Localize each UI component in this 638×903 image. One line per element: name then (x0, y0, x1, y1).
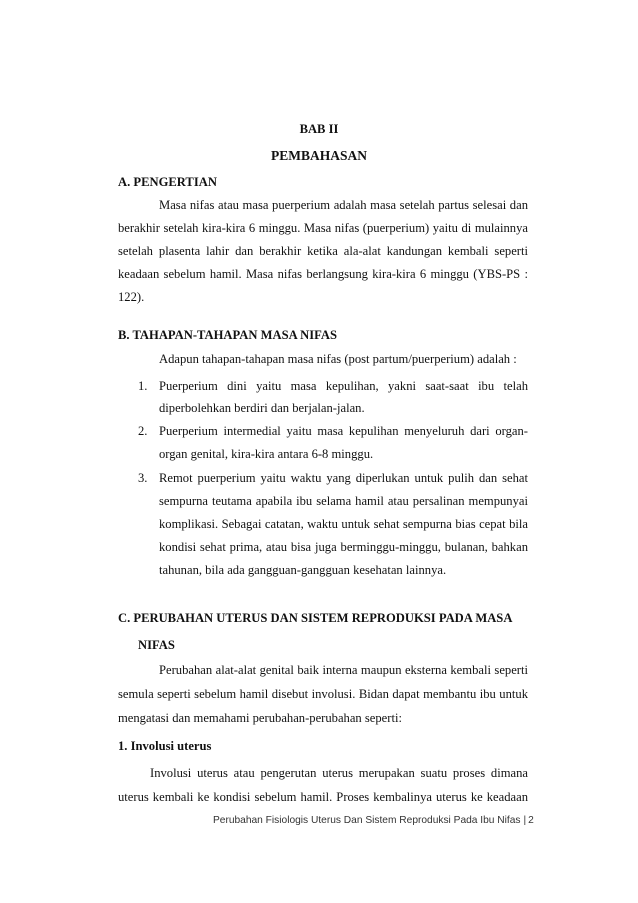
list-number: 3. (138, 471, 148, 485)
list-item-line: Puerperium dini yaitu masa kepulihan, yakni saat-saat ibu telah (159, 379, 528, 393)
section-b-intro: Adapun tahapan-tahapan masa nifas (post partum/puerperium) adalah : (159, 352, 517, 366)
footer-title: Perubahan Fisiologis Uterus Dan Sistem Reproduksi Pada Ibu Nifas (213, 815, 521, 826)
section-c-heading: C. PERUBAHAN UTERUS DAN SISTEM REPRODUKSI PADA MASA (118, 611, 513, 625)
list-item-line: tahunan, bila ada gangguan-gangguan kesehatan lainnya. (159, 563, 447, 577)
chapter-title: PEMBAHASAN (270, 148, 367, 163)
list-item-line: sempurna teutama apabila ibu selama hamil atau persalinan mempunyai (159, 494, 528, 508)
footer-separator: | (523, 815, 527, 826)
list-item-line: kondisi sehat prima, atau bisa juga berminggu-minggu, bulanan, bahkan (159, 540, 528, 554)
chapter-number: BAB II (299, 122, 339, 136)
section-a-line: berakhir setelah kira-kira 6 minggu. Masa nifas (puerperium) yaitu di mulainnya (118, 221, 528, 235)
list-item-line: Puerperium intermedial yaitu masa kepulihan menyeluruh dari organ- (159, 424, 528, 438)
subsection-heading: 1. Involusi uterus (118, 739, 212, 753)
page-footer (213, 813, 534, 829)
section-c-line: semula seperti sebelum hamil disebut involusi. Bidan dapat membantu ibu untuk (118, 687, 528, 701)
section-a-line: setelah plasenta lahir dan berakhir ketika ala-alat kandungan kembali seperti (118, 244, 528, 258)
section-a-line: keadaan sebelum hamil. Masa nifas berlangsung kira-kira 6 minggu (YBS-PS : (118, 267, 528, 281)
section-c-line: mengatasi dan memahami perubahan-perubahan seperti: (118, 711, 402, 725)
subsection-line: uterus kembali ke kondisi sebelum hamil. Proses kembalinya uterus ke keadaan (118, 790, 528, 804)
list-number: 2. (138, 424, 148, 438)
list-number: 1. (138, 379, 148, 393)
subsection-line: Involusi uterus atau pengerutan uterus merupakan suatu proses dimana (150, 766, 528, 780)
list-item-line: komplikasi. Sebagai catatan, waktu untuk sehat sempurna bias cepat bila (159, 517, 528, 531)
section-c-heading-cont: NIFAS (138, 638, 175, 652)
list-item-line: diperbolehkan berdiri dan berjalan-jalan. (159, 401, 365, 415)
page-number: 2 (528, 815, 534, 826)
section-c-line: Perubahan alat-alat genital baik interna maupun eksterna kembali seperti (159, 663, 528, 677)
section-a-line: Masa nifas atau masa puerperium adalah masa setelah partus selesai dan (159, 198, 528, 212)
section-a-heading: A. PENGERTIAN (118, 175, 217, 189)
list-item-line: Remot puerperium yaitu waktu yang diperlukan untuk pulih dan sehat (159, 471, 528, 485)
list-item-line: organ genital, kira-kira antara 6-8 minggu. (159, 447, 374, 461)
section-a-line: 122). (118, 290, 145, 304)
section-b-heading: B. TAHAPAN-TAHAPAN MASA NIFAS (118, 328, 337, 342)
